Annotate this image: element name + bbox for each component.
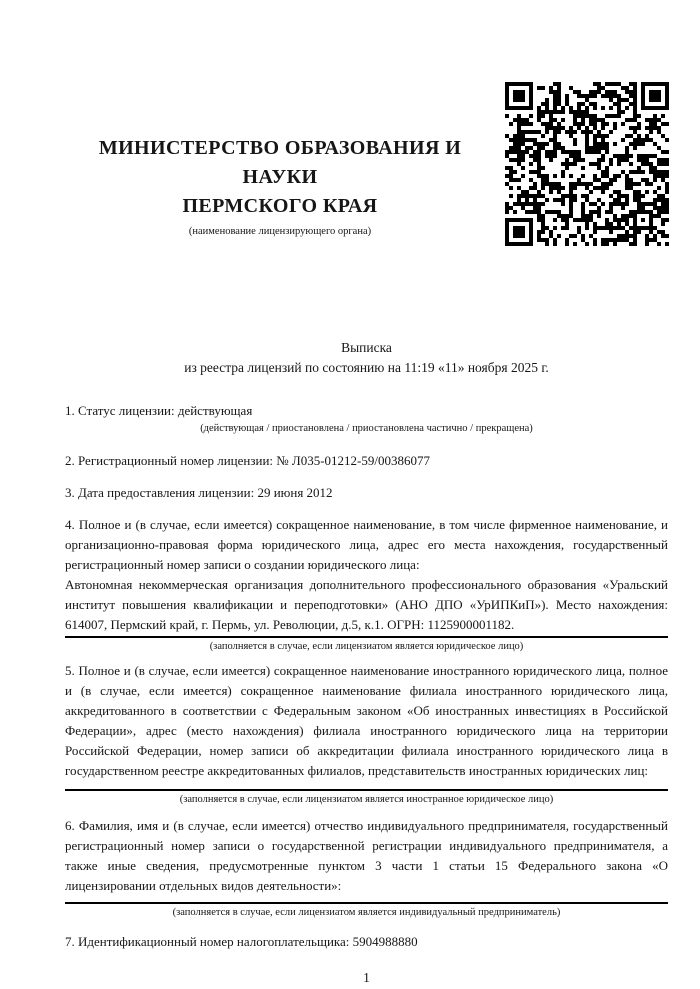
item-6-fill-caption: (заполняется в случае, если лицензиатом является индивидуальный предприниматель)	[172, 907, 561, 918]
ministry-name-line2: ПЕРМСКОГО КРАЯ	[182, 195, 378, 217]
fill-in-line-foreign-entity	[65, 789, 668, 791]
item-6-entrepreneur-block	[65, 816, 668, 919]
title-line1: Выписка	[341, 340, 392, 355]
document-title	[65, 338, 668, 378]
item-1-status-options-caption: (действующая / приостановлена / приостановлена частично / прекращена)	[200, 423, 533, 434]
item-4-legal-entity-label: 4. Полное и (в случае, если имеется) сокращенное наименование, в том числе фирменное наименование, и организационно-правовая форма юридического лица, адрес его места нахождения, государственный регистрационный номер записи о создании юридического лица:	[65, 517, 668, 572]
qr-code-icon	[505, 82, 669, 246]
page-number: 1	[363, 970, 370, 985]
document-header	[65, 0, 495, 238]
item-7-taxpayer-number: 7. Идентификационный номер налогоплательщика: 5904988880	[65, 934, 418, 949]
qr-code-image	[505, 82, 669, 246]
licensing-authority-caption: (наименование лицензирующего органа)	[188, 226, 372, 237]
document-body	[65, 402, 668, 951]
item-4-legal-entity-value: Автономная некоммерческая организация дополнительного профессионального образования «Уральский институт повышения квалификации и переподготовки» (АНО ДПО «УрИПКиП»). Место нахождения: 614007, Пермский край, г. Пермь, ул. Революции, д.5, к.1. ОГРН: 1125900001182.	[65, 577, 668, 632]
licensing-authority-name	[65, 134, 495, 221]
item-4-legal-entity-block	[65, 515, 668, 653]
item-5-foreign-entity-block	[65, 661, 668, 806]
fill-in-line-legal-entity	[65, 636, 668, 638]
item-2-registration-number: 2. Регистрационный номер лицензии: № Л035-01212-59/00386077	[65, 453, 431, 468]
ministry-name-line1: МИНИСТЕРСТВО ОБРАЗОВАНИЯ И НАУКИ	[98, 137, 462, 188]
item-4-fill-caption: (заполняется в случае, если лицензиатом является юридическое лицо)	[209, 641, 524, 652]
fill-in-line-entrepreneur	[65, 902, 668, 904]
item-5-fill-caption: (заполняется в случае, если лицензиатом является иностранное юридическое лицо)	[179, 794, 554, 805]
item-6-entrepreneur-label: 6. Фамилия, имя и (в случае, если имеется) отчество индивидуального предпринимателя, государственный регистрационный номер записи о государственной регистрации индивидуального предпринимателя, а также иные сведения, предусмотренные пунктом 3 части 1 статьи 15 Федерального закона «О лицензировании отдельных видов деятельности»:	[65, 818, 668, 893]
item-5-foreign-entity-label: 5. Полное и (в случае, если имеется) сокращенное наименование иностранного юридического лица, полное и (в случае, если имеется) сокращенное наименование филиала иностранного юридического лица, аккредитованного в соответствии с Федеральным законом «Об иностранных инвестициях в Российской Федерации», адрес (место нахождения) филиала иностранного юридического лица на территории Российской Федерации, номер записи об аккредитации филиала иностранного юридического лица в государственном реестре аккредитованных филиалов, представительств иностранных юридических лиц:	[65, 663, 668, 778]
item-3-license-grant-date: 3. Дата предоставления лицензии: 29 июня 2012	[65, 485, 333, 500]
item-1-license-status: 1. Статус лицензии: действующая	[65, 403, 253, 418]
title-line2: из реестра лицензий по состоянию на 11:19 «11» ноября 2025 г.	[184, 360, 549, 375]
